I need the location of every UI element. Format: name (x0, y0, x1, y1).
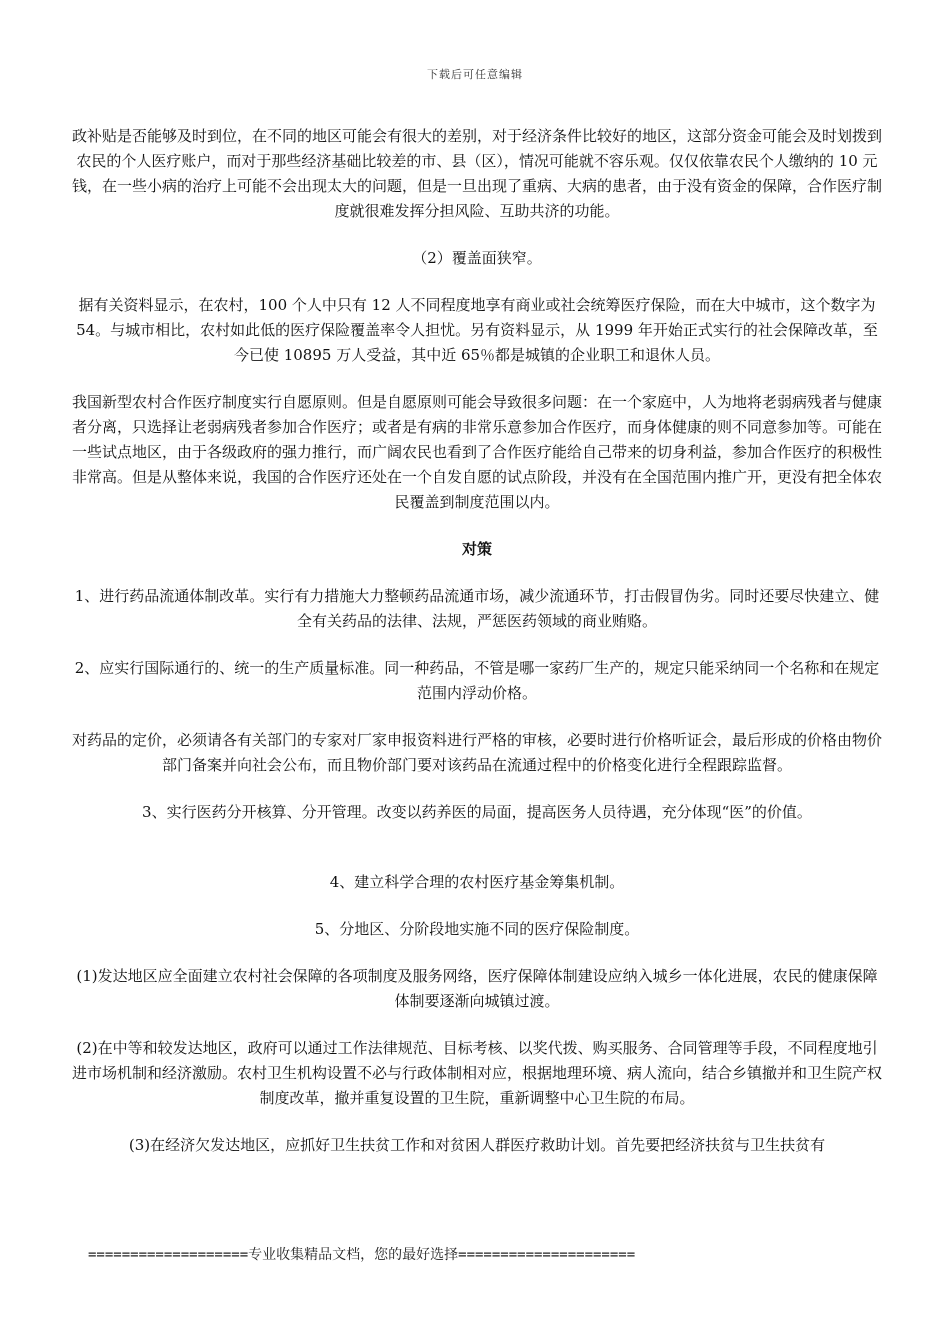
sub-item-developed-regions: (1)发达地区应全面建立农村社会保障的各项制度及服务网络，医疗保障体制建设应纳入城乡一体化进展，农民的健康保障体制要逐渐向城镇过渡。 (76, 967, 878, 1010)
list-item-2: 2、应实行国际通行的、统一的生产质量标准。同一种药品，不管是哪一家药厂生产的，规定只能采纳同一个名称和在规定范围内浮动价格。 (74, 659, 880, 702)
sub-item-underdeveloped-regions: (3)在经济欠发达地区，应抓好卫生扶贫工作和对贫困人群医疗救助计划。首先要把经济扶贫与卫生扶贫有 (128, 1136, 826, 1154)
list-item-3: 3、实行医药分开核算、分开管理。改变以药养医的局面，提高医务人员待遇，充分体现“医”的价值。 (142, 803, 812, 821)
list-item-1: 1、进行药品流通体制改革。实行有力措施大力整顿药品流通市场，减少流通环节，打击假冒伪劣。同时还要尽快建立、健全有关药品的法律、法规，严惩医药领域的商业贿赂。 (74, 587, 880, 630)
page-footer: ===================专业收集精品文档，您的最好选择===================== (88, 1247, 636, 1263)
paragraph-subsidy: 政补贴是否能够及时到位，在不同的地区可能会有很大的差别，对于经济条件比较好的地区，这部分资金可能会及时划拨到农民的个人医疗账户，而对于那些经济基础比较差的市、县（区），情况可能就不容乐观。仅仅依靠农民个人缴纳的 10 元钱，在一些小病的治疗上可能不会出现太大的问题，但是一旦出现了重病、大病的患者，由于没有资金的保障，合作医疗制度就很难发挥分担风险、互助共济的功能。 (71, 127, 882, 220)
paragraph-pricing: 对药品的定价，必须请各有关部门的专家对厂家申报资料进行严格的审核，必要时进行价格听证会，最后形成的价格由物价部门备案并向社会公布，而且物价部门要对该药品在流通过程中的价格变化进行全程跟踪监督。 (71, 731, 882, 774)
list-item-4: 4、建立科学合理的农村医疗基金筹集机制。 (329, 873, 625, 891)
section-heading-countermeasures: 对策 (461, 540, 492, 558)
paragraph-voluntary-principle: 我国新型农村合作医疗制度实行自愿原则。但是自愿原则可能会导致很多问题：在一个家庭中，人为地将老弱病残者与健康者分离，只选择让老弱病残者参加合作医疗；或者是有病的非常乐意参加合作医疗，而身体健康的则不同意参加等。可能在一些试点地区，由于各级政府的强力推行，而广阔农民也看到了合作医疗能给自己带来的切身利益，参加合作医疗的积极性非常高。但是从整体来说，我国的合作医疗还处在一个自发自愿的试点阶段，并没有在全国范围内推广开，更没有把全体农民覆盖到制度范围以内。 (71, 393, 882, 511)
page-header: 下载后可任意编辑 (427, 68, 523, 81)
section-subheading-coverage: （2）覆盖面狭窄。 (412, 249, 542, 267)
list-item-5: 5、分地区、分阶段地实施不同的医疗保险制度。 (314, 920, 640, 938)
paragraph-coverage-data: 据有关资料显示，在农村，100 个人中只有 12 人不同程度地享有商业或社会统筹医疗保险，而在大中城市，这个数字为 54。与城市相比，农村如此低的医疗保险覆盖率令人担忧。另有资料显示，从 1999 年开始正式实行的社会保障改革，至今已使 10895 万人受益，其中近 65％都是城镇的企业职工和退休人员。 (76, 296, 878, 364)
sub-item-medium-regions: (2)在中等和较发达地区，政府可以通过工作法律规范、目标考核、以奖代拨、购买服务、合同管理等手段，不同程度地引进市场机制和经济激励。农村卫生机构设置不必与行政体制相对应，根据地理环境、病人流向，结合乡镇撤并和卫生院产权制度改革，撤并重复设置的卫生院，重新调整中心卫生院的布局。 (71, 1039, 882, 1107)
document-body (70, 124, 884, 1180)
